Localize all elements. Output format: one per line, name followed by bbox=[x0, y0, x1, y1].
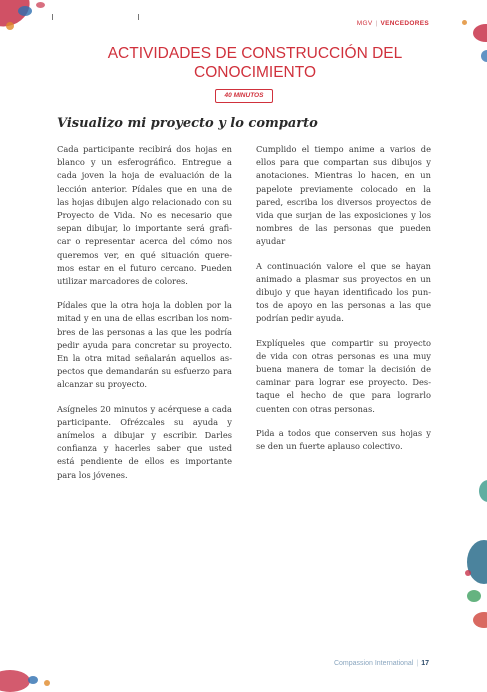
paragraph: Pida a todos que conserven sus hojas y se den un fuerte aplauso colectivo. bbox=[256, 427, 431, 452]
page-title: ACTIVIDADES DE CONSTRUCCIÓN DEL CONOCIMIENTO bbox=[107, 45, 403, 81]
paint-splatter bbox=[467, 590, 481, 602]
paint-splatter-bottom-left bbox=[0, 670, 30, 692]
page-number: 17 bbox=[421, 660, 429, 667]
paragraph: Explíqueles que compartir su proyecto de vida con otras personas es una muy buena manera de tomar la decisión de caminar para lograr ese proyecto. Destaque el hecho de que para lograrlo cuenten con otras personas. bbox=[256, 337, 431, 414]
running-header bbox=[357, 20, 429, 27]
page-footer bbox=[334, 660, 429, 667]
paint-splatter bbox=[44, 680, 50, 686]
paragraph: A continuación valore el que se hayan animado a plasmar sus proyectos en un dibujo y que hayan identificado los puntos de apoyo en las personas a las que podrían pedir ayuda. bbox=[256, 260, 431, 324]
header-separator: | bbox=[375, 20, 378, 27]
paint-splatter bbox=[6, 22, 14, 30]
paint-splatter-top-right bbox=[473, 24, 487, 42]
paint-splatter-right bbox=[467, 540, 487, 584]
header-section: MGV bbox=[356, 20, 373, 27]
crop-mark bbox=[52, 14, 53, 20]
paragraph: Cumplido el tiempo anime a varios de ellos para que compartan sus dibujos y anotaciones. Mientras lo hacen, en un papelote previamente colocado en la pared, escriba los diversos proyectos de vida que surjan de las exposiciones y los nombres de las personas que pueden ayudar bbox=[256, 144, 431, 247]
footer-organization: Compassion International bbox=[333, 660, 414, 667]
text-column-right bbox=[256, 143, 431, 464]
paint-splatter bbox=[465, 570, 471, 576]
paint-splatter-top-left bbox=[0, 0, 35, 33]
paint-splatter bbox=[36, 2, 45, 8]
paint-splatter bbox=[473, 612, 487, 628]
paint-splatter bbox=[28, 676, 38, 684]
paint-splatter bbox=[18, 6, 32, 16]
section-subtitle: Visualizo mi proyecto y lo comparto bbox=[57, 116, 318, 131]
text-column-left bbox=[57, 143, 232, 493]
paragraph: Pídales que la otra hoja la doblen por la mitad y en una de ellas escriban los nombres de las personas a las que les podría pedir ayuda para concretar su proyecto. En la otra mitad señalarán aquellos aspectos que demandarán su esfuerzo para alcanzar su proyecto. bbox=[57, 300, 232, 390]
footer-separator: | bbox=[416, 660, 419, 667]
duration-badge: 40 MINUTOS bbox=[215, 89, 273, 103]
crop-mark bbox=[138, 14, 139, 20]
paragraph: Asígneles 20 minutos y acérquese a cada participante. Ofrézcales su ayuda y anímelos a dibujar y escribir. Darles confianza y hacerles saber que usted está pendiente de ellos es importante para los jóvenes. bbox=[57, 403, 232, 480]
header-chapter: VENCEDORES bbox=[380, 20, 429, 27]
paragraph: Cada participante recibirá dos hojas en blanco y un esferográfico. Entregue a cada joven la hoja de evaluación de la lección anterior. Pídales que en una de las hojas dibujen algo relacionado con su Proyecto de Vida. No es necesario que sepan dibujar, lo importante será graficar o representar acerca del cómo nos queremos ver, en qué situación queremos estar en el futuro cercano. Pueden utilizar marcadores de colores. bbox=[57, 144, 232, 287]
paint-splatter-right bbox=[479, 480, 487, 502]
paint-splatter bbox=[462, 20, 467, 25]
paint-splatter bbox=[481, 50, 487, 62]
